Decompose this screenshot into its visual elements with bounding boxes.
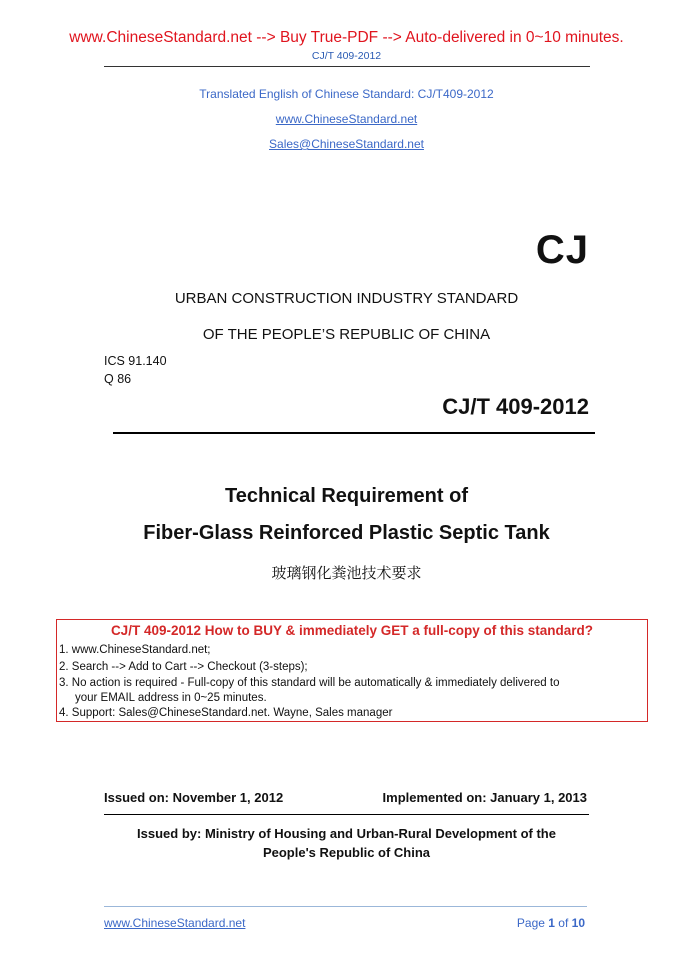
- title-line-2: Fiber-Glass Reinforced Plastic Septic Tank: [143, 522, 550, 544]
- standard-code: CJ/T 409-2012: [442, 394, 589, 419]
- buy-step-4: 4. Support: Sales@ChineseStandard.net. Wayne, Sales manager: [59, 707, 393, 719]
- website-link[interactable]: www.ChineseStandard.net: [275, 112, 418, 126]
- org-line-1: URBAN CONSTRUCTION INDUSTRY STANDARD: [174, 290, 519, 307]
- email-link[interactable]: Sales@ChineseStandard.net: [269, 137, 424, 151]
- title-line-1: Technical Requirement of: [224, 485, 468, 507]
- issued-by-line-1: Issued by: Ministry of Housing and Urban-Rural Development of the: [137, 826, 556, 841]
- issued-on: Issued on: November 1, 2012: [104, 790, 284, 805]
- buy-step-1[interactable]: 1. www.ChineseStandard.net;: [59, 644, 211, 656]
- footer-site-link[interactable]: www.ChineseStandard.net: [104, 916, 246, 930]
- header-standard-code: CJ/T 409-2012: [311, 50, 382, 62]
- buy-instructions-box: [56, 619, 648, 722]
- implemented-on: Implemented on: January 1, 2013: [382, 790, 587, 805]
- issued-by-line-2: People's Republic of China: [262, 845, 431, 860]
- footer-divider: [104, 906, 587, 907]
- page-of: of: [554, 916, 572, 930]
- page-total: 10: [571, 916, 585, 930]
- page-prefix: Page: [516, 916, 549, 930]
- page-number: [517, 916, 585, 930]
- translation-note: Translated English of Chinese Standard: CJ/T409-2012: [199, 87, 494, 101]
- buy-box-title: CJ/T 409-2012 How to BUY & immediately GET a full-copy of this standard?: [110, 623, 594, 638]
- classification-code: Q 86: [104, 372, 132, 386]
- cj-mark: CJ: [535, 228, 589, 272]
- page-current: 1: [548, 916, 555, 930]
- title-chinese: 玻璃钢化粪池技术要求: [271, 564, 422, 582]
- header-divider: [104, 66, 590, 67]
- promo-banner[interactable]: www.ChineseStandard.net --> Buy True-PDF --> Auto-delivered in 0~10 minutes.: [69, 29, 624, 46]
- org-line-2: OF THE PEOPLE’S REPUBLIC OF CHINA: [202, 326, 491, 343]
- ics-number: ICS 91.140: [104, 354, 167, 368]
- buy-step-2: 2. Search --> Add to Cart --> Checkout (3-steps);: [59, 661, 308, 673]
- buy-step-3: 3. No action is required - Full-copy of this standard will be automatically & immediately delivered to: [59, 677, 560, 689]
- issue-divider: [104, 814, 589, 815]
- buy-step-3-cont: your EMAIL address in 0~25 minutes.: [59, 692, 267, 704]
- title-divider: [113, 432, 595, 434]
